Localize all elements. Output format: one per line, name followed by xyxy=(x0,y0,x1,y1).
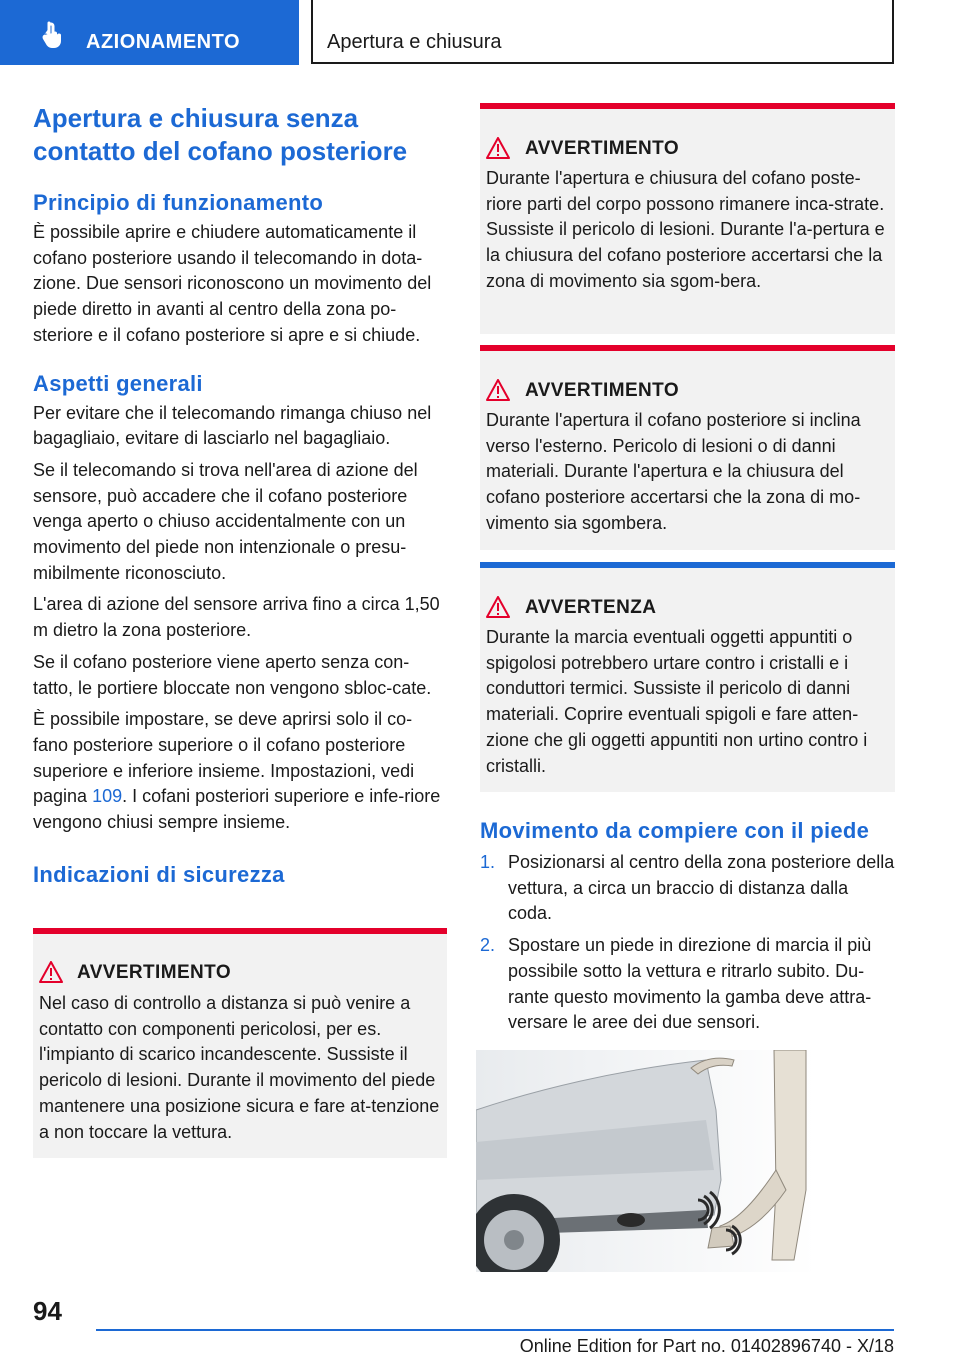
general-heading: Aspetti generali xyxy=(33,370,203,396)
page-reference-link[interactable]: 109 xyxy=(92,786,123,807)
notice-title: AVVERTENZA xyxy=(525,597,657,618)
step-text: Spostare un piede in direzione di marcia il più possibile sotto la vettura e ritrarlo subito. Du-rante questo movimento la gamba deve attra-versare le aree dei due sensori. xyxy=(508,935,872,1033)
breadcrumb xyxy=(311,0,894,64)
page-title-line-2: contatto del cofano posteriore xyxy=(33,136,408,166)
page-title xyxy=(33,102,447,168)
step-item xyxy=(480,933,895,1036)
step-number: 2. xyxy=(480,935,496,956)
steps-list xyxy=(480,850,895,1036)
principle-text: È possibile aprire e chiudere automaticamente il cofano posteriore usando il telecomando in dota-zione. Due sensori riconoscono un movimento del piede diretto in avanti al centro della zona po-steriore e il cofano posteriore si apre e si chiude. xyxy=(33,222,432,345)
warning-box-2 xyxy=(480,345,895,550)
notice-text: Durante la marcia eventuali oggetti appuntiti o spigolosi potrebbero urtare contro i cristalli e i conduttori termici. Sussiste il pericolo di danni materiali. Coprire eventuali spigoli e fare atten-zione che gli oggetti appuntiti non urtino contro i cristalli. xyxy=(486,627,868,776)
left-column xyxy=(33,102,447,888)
warning-box-left xyxy=(33,928,447,1158)
warning-title: AVVERTIMENTO xyxy=(77,962,231,983)
warning-triangle-icon xyxy=(486,596,510,618)
notice-box xyxy=(480,562,895,792)
warning-text: Durante l'apertura e chiusura del cofano poste-riore parti del corpo possono rimanere inca-strate. Sussiste il pericolo di lesioni. Durante l'a-pertura e la chiusura del cofano posteriore accertarsi che la zona di movimento sia sgom-bera. xyxy=(486,168,885,291)
general-paragraph-5-end: . I cofani posteriori superiore e infe-riore vengono chiusi sempre insieme. xyxy=(33,786,441,833)
page-title-line-1: Apertura e chiusura senza xyxy=(33,103,359,133)
warning-box-1 xyxy=(480,103,895,334)
general-paragraph-2: Se il telecomando si trova nell'area di azione del sensore, può accadere che il cofano posteriore venga aperto o chiuso accidentalmente con un movimento del piede non intenzionale o presu-mibilmente riconosciuto. xyxy=(33,459,418,583)
general-paragraph-4: Se il cofano posteriore viene aperto senza con-tatto, le portiere bloccate non vengono sbloc-cate. xyxy=(33,651,432,698)
general-paragraph-5 xyxy=(33,707,447,836)
step-text: Posizionarsi al centro della zona posteriore della vettura, a circa un braccio di distanza dalla coda. xyxy=(508,852,895,924)
step-number: 1. xyxy=(480,852,496,872)
section-title: AZIONAMENTO xyxy=(86,31,241,53)
warning-text: Nel caso di controllo a distanza si può venire a contatto con componenti pericolosi, per es. l'impianto di scarico incandescente. Sussiste il pericolo di lesioni. Durante il movimento del piede mantenere una posizione sicura e fare at-tenzione a non toccare la vettura. xyxy=(39,993,440,1142)
principle-heading: Principio di funzionamento xyxy=(33,190,324,215)
general-paragraph-1: Per evitare che il telecomando rimanga chiuso nel bagagliaio, evitare di lasciarlo nel bagagliaio. xyxy=(33,402,432,449)
foot-gesture-illustration xyxy=(476,1050,816,1272)
step-item xyxy=(480,850,895,927)
safety-heading: Indicazioni di sicurezza xyxy=(33,861,285,887)
warning-title: AVVERTIMENTO xyxy=(525,138,679,159)
warning-triangle-icon xyxy=(486,379,510,401)
hand-pointer-icon xyxy=(38,20,68,50)
section-tab xyxy=(0,0,299,65)
footer-edition: Online Edition for Part no. 01402896740 - X/18 xyxy=(519,1336,894,1356)
footer-divider xyxy=(96,1329,894,1331)
general-paragraph-5-start: È possibile impostare, se deve aprirsi solo il co-fano posteriore superiore o il cofano posteriore superiore e inferiore insieme. Impostazioni, vedi pagina xyxy=(33,709,415,807)
movement-heading: Movimento da compiere con il piede xyxy=(480,818,870,843)
breadcrumb-label: Apertura e chiusura xyxy=(327,31,502,53)
general-paragraph-3: L'area di azione del sensore arriva fino a circa 1,50 m dietro la zona posteriore. xyxy=(33,594,440,641)
warning-title: AVVERTIMENTO xyxy=(525,380,679,401)
warning-triangle-icon xyxy=(39,961,63,983)
warning-text: Durante l'apertura il cofano posteriore si inclina verso l'esterno. Pericolo di lesioni o di danni materiali. Durante l'apertura e la chiusura del cofano posteriore accertarsi che la zona di mo-vimento sia sgombera. xyxy=(486,410,861,533)
page-number: 94 xyxy=(33,1296,62,1326)
warning-triangle-icon xyxy=(486,137,510,159)
movement-section xyxy=(480,818,895,1036)
